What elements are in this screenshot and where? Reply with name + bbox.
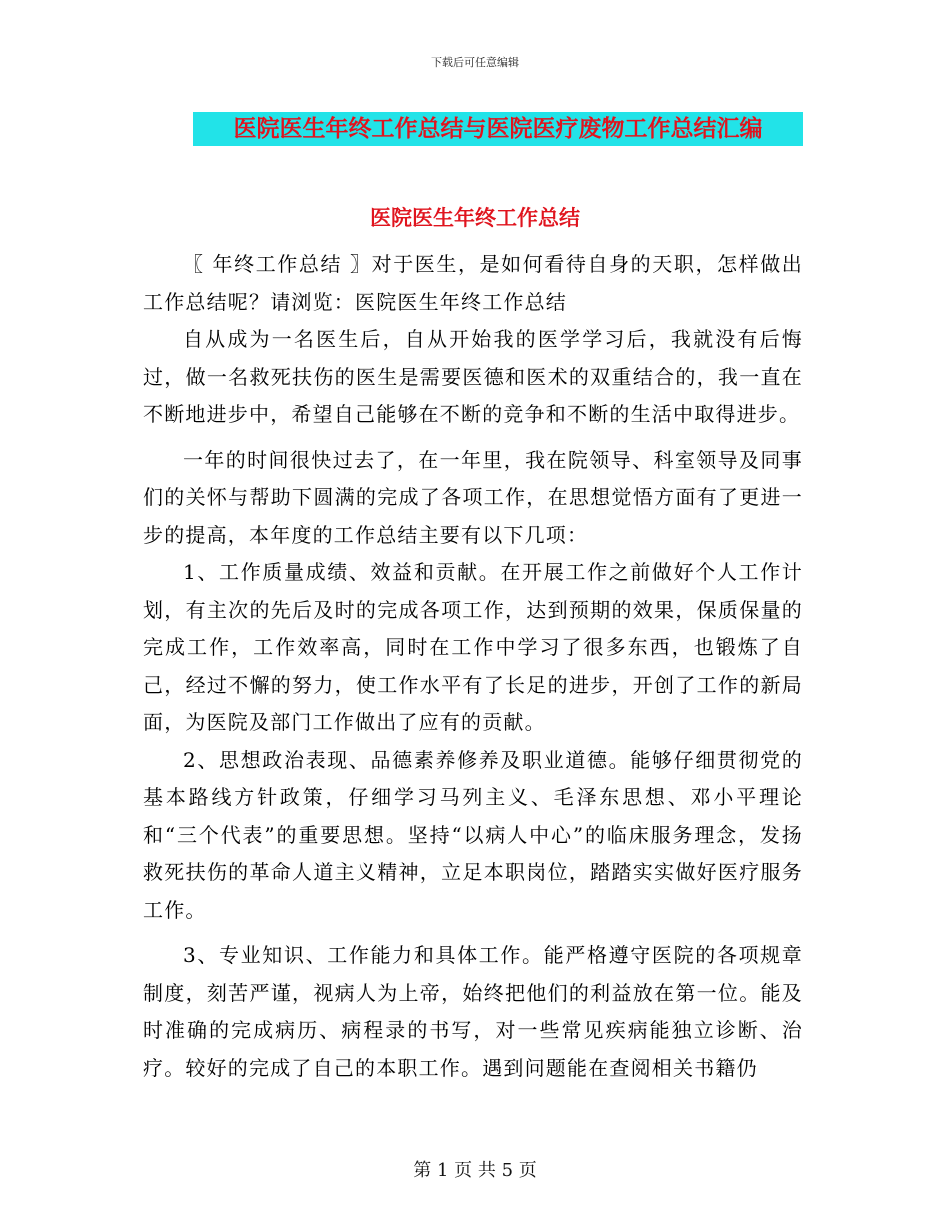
paragraph-intro: 〖 年终工作总结 〗对于医生，是如何看待自身的天职，怎样做出工作总结呢？请浏览：医院医生年终工作总结 [143, 252, 803, 314]
page-header-note: 下载后可任意编辑 [431, 56, 519, 69]
paragraph-item-1: 1、工作质量成绩、效益和贡献。在开展工作之前做好个人工作计划，有主次的先后及时的完成各项工作，达到预期的效果，保质保量的完成工作，工作效率高，同时在工作中学习了很多东西，也锻炼了自己，经过不懈的努力，使工作水平有了长足的进步，开创了工作的新局面，为医院及部门工作做出了应有的贡献。 [143, 560, 803, 734]
paragraph-item-3: 3、专业知识、工作能力和具体工作。能严格遵守医院的各项规章制度，刻苦严谨，视病人为上帝，始终把他们的利益放在第一位。能及时准确的完成病历、病程录的书写，对一些常见疾病能独立诊断、治疗。较好的完成了自己的本职工作。遇到问题能在查阅相关书籍仍 [143, 943, 803, 1080]
document-title: 医院医生年终工作总结与医院医疗废物工作总结汇编 [233, 116, 763, 142]
paragraph-item-2: 2、思想政治表现、品德素养修养及职业道德。能够仔细贯彻党的基本路线方针政策，仔细学习马列主义、毛泽东思想、邓小平理论和“三个代表”的重要思想。坚持“以病人中心”的临床服务理念，发扬救死扶伤的革命人道主义精神，立足本职岗位，踏踏实实做好医疗服务工作。 [143, 747, 803, 922]
document-title-highlight [193, 112, 803, 146]
document-body [143, 246, 803, 1087]
page-number: 第 1 页 共 5 页 [413, 1160, 537, 1181]
paragraph: 自从成为一名医生后，自从开始我的医学学习后，我就没有后悔过，做一名救死扶伤的医生是需要医德和医术的双重结合的，我一直在不断地进步中，希望自己能够在不断的竞争和不断的生活中取得进步。 [143, 327, 803, 426]
section-title: 医院医生年终工作总结 [370, 206, 580, 230]
paragraph: 一年的时间很快过去了，在一年里，我在院领导、科室领导及同事们的关怀与帮助下圆满的完成了各项工作，在思想觉悟方面有了更进一步的提高，本年度的工作总结主要有以下几项： [143, 447, 803, 547]
